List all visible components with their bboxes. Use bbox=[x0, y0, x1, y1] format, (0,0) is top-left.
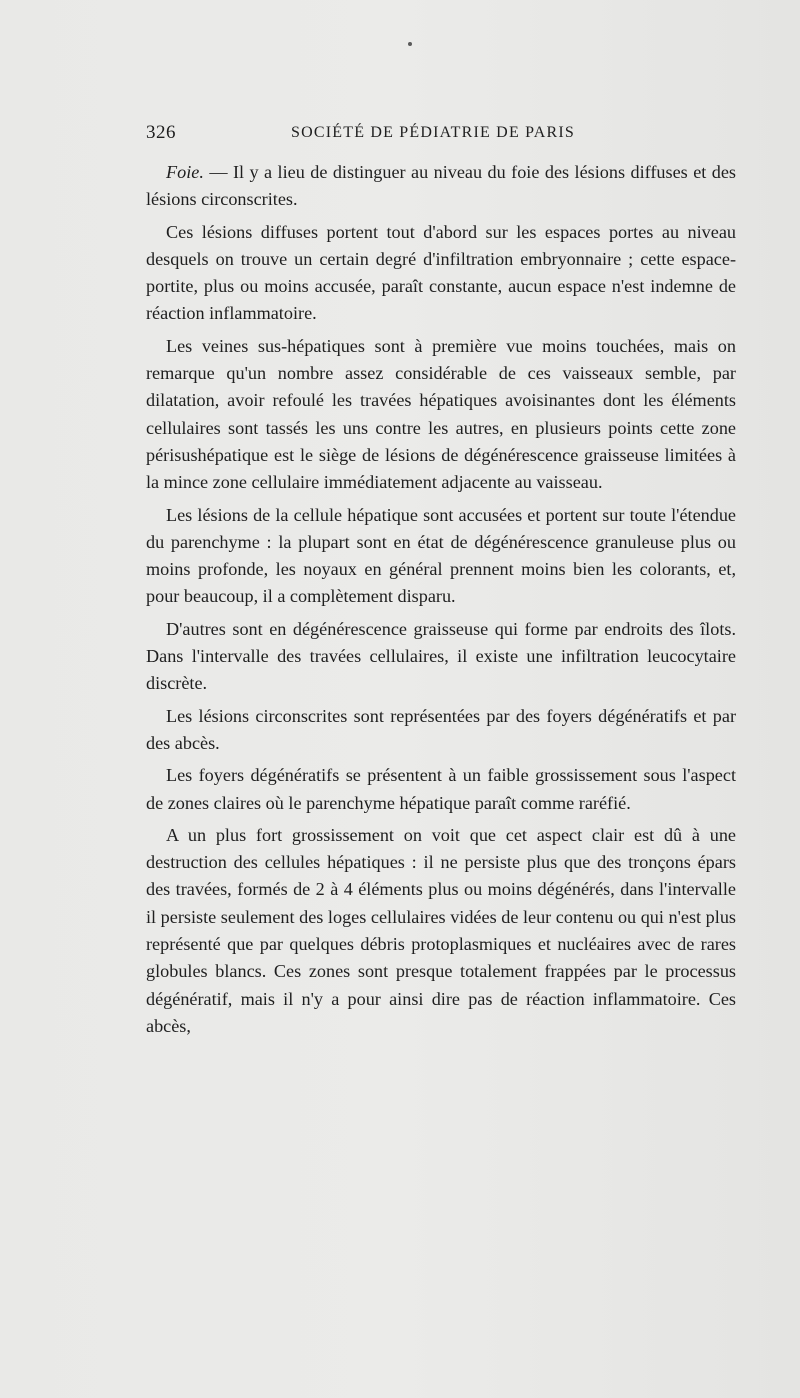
paragraph bbox=[146, 159, 736, 214]
page-header bbox=[146, 122, 736, 146]
section-run-in-heading: Foie. bbox=[166, 162, 204, 182]
paragraph: Les foyers dégénératifs se présentent à un faible grossissement sous l'aspect de zones claires où le parenchyme hépatique paraît comme raréfié. bbox=[146, 765, 736, 813]
body-text bbox=[146, 159, 736, 1045]
paragraph: Les lésions circonscrites sont représentées par des foyers dégénératifs et par des abcès. bbox=[146, 705, 736, 753]
paragraph-text: — Il y a lieu de distinguer au niveau du foie des lésions diffuses et des lésions circonscrites. bbox=[146, 162, 736, 210]
page-number: 326 bbox=[146, 122, 176, 143]
paragraph: D'autres sont en dégénérescence graisseuse qui forme par endroits des îlots. Dans l'intervalle des travées cellulaires, il existe une infiltration leucocytaire discrète. bbox=[146, 618, 736, 694]
paragraph: Les lésions de la cellule hépatique sont accusées et portent sur toute l'étendue du parenchyme : la plupart sont en état de dégénérescence granuleuse plus ou moins profonde, les noyaux en général prennent moins bien les colorants, et, pour beaucoup, il a complètement disparu. bbox=[146, 504, 736, 607]
ink-speck bbox=[408, 42, 412, 46]
paragraph: Les veines sus-hépatiques sont à première vue moins touchées, mais on remarque qu'un nombre assez considérable de ces vaisseaux semble, par dilatation, avoir refoulé les travées hépatiques avoisinantes dont les éléments cellulaires sont tassés les uns contre les autres, en plusieurs points cette zone périsushépatique est le siège de lésions de dégénérescence graisseuse limitées à la mince zone cellulaire immédiatement adjacente au vaisseau. bbox=[146, 335, 736, 493]
running-title: SOCIÉTÉ DE PÉDIATRIE DE PARIS bbox=[291, 124, 575, 141]
paragraph: Ces lésions diffuses portent tout d'abord sur les espaces portes au niveau desquels on trouve un certain degré d'infiltration embryonnaire ; cette espace-portite, plus ou moins accusée, paraît constante, aucun espace n'est indemne de réaction inflammatoire. bbox=[146, 221, 736, 324]
paragraph: A un plus fort grossissement on voit que cet aspect clair est dû à une destruction des cellules hépatiques : il ne persiste plus que des tronçons épars des travées, formés de 2 à 4 éléments plus ou moins dégénérés, dans l'intervalle il persiste seulement des loges cellulaires vidées de leur contenu ou qui n'est plus représenté que par quelques débris protoplasmiques et nucléaires avec de rares globules blancs. Ces zones sont presque totalement frappées par le processus dégénératif, mais il n'y a pour ainsi dire pas de réaction inflammatoire. Ces abcès, bbox=[146, 824, 736, 1036]
